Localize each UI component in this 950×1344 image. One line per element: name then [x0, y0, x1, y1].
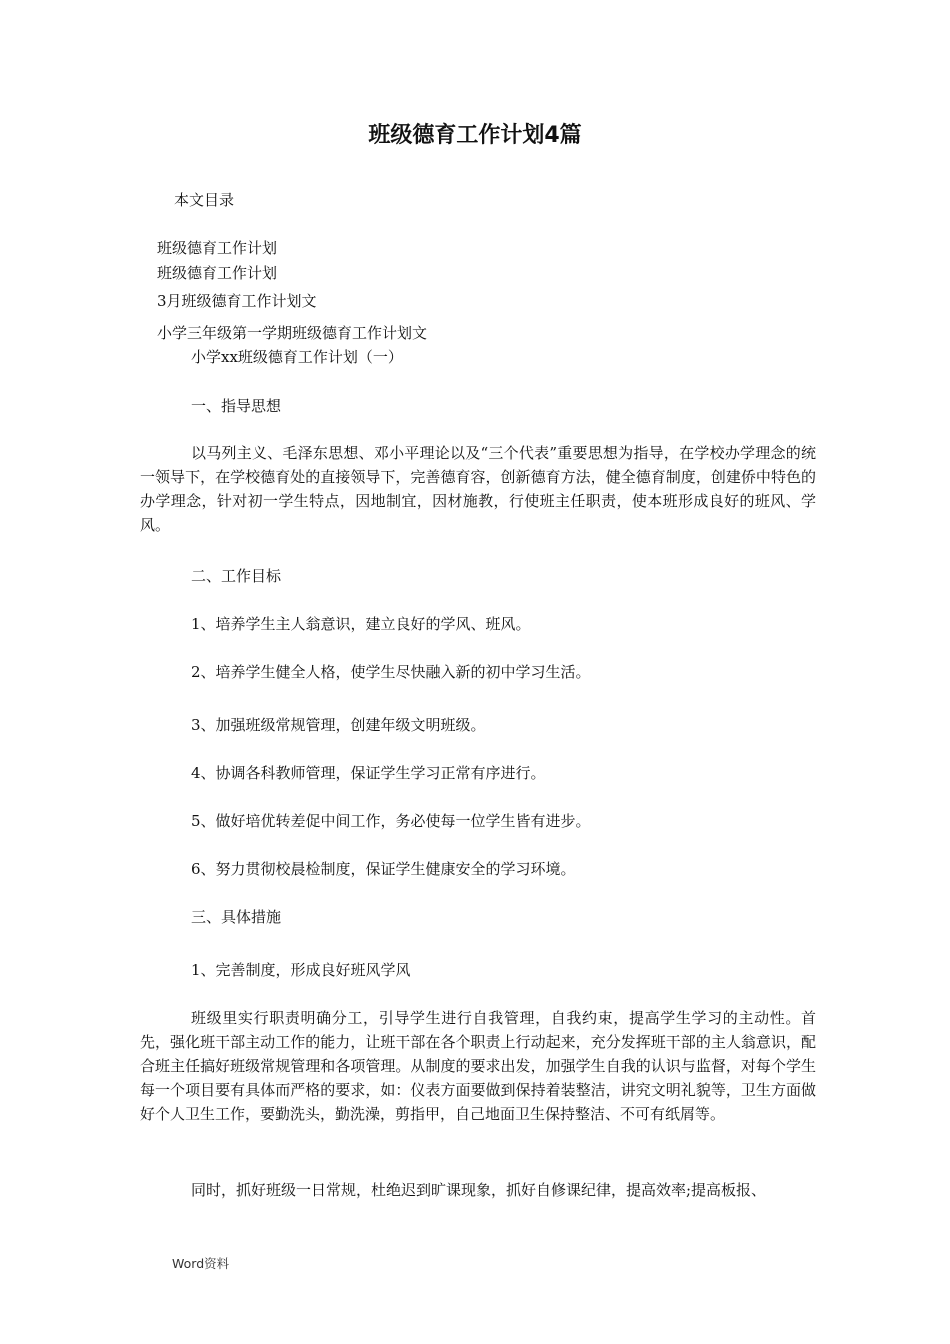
section-heading: 三、具体措施 — [191, 908, 282, 926]
section-heading: 二、工作目标 — [191, 567, 282, 585]
plan-title: 小学xx班级德育工作计划（一） — [191, 348, 403, 366]
goal-item: 5、做好培优转差促中间工作，务必使每一位学生皆有进步。 — [191, 812, 591, 830]
toc-item[interactable]: 班级德育工作计划 — [157, 239, 278, 257]
subsection-heading: 1、完善制度，形成良好班风学风 — [191, 961, 411, 979]
goal-item: 2、培养学生健全人格，使学生尽快融入新的初中学习生活。 — [191, 663, 591, 681]
section-heading: 一、指导思想 — [191, 397, 282, 415]
body-paragraph: 同时，抓好班级一日常规，杜绝迟到旷课现象，抓好自修课纪律，提高效率;提高板报、 — [191, 1181, 767, 1199]
toc-heading: 本文目录 — [174, 191, 235, 209]
toc-item[interactable]: 3月班级德育工作计划文 — [157, 292, 317, 310]
toc-item[interactable]: 班级德育工作计划 — [157, 264, 278, 282]
goal-item: 3、加强班级常规管理，创建年级文明班级。 — [191, 716, 486, 734]
document-title: 班级德育工作计划4篇 — [368, 123, 582, 148]
body-paragraph: 班级里实行职责明确分工，引导学生进行自我管理，自我约束，提高学生学习的主动性。首先，强化班干部主动工作的能力，让班干部在各个职责上行动起来，充分发挥班干部的主人翁意识，配合班主任搞好班级常规管理和各项管理。从制度的要求出发，加强学生自我的认识与监督，对每个学生每一个项目要有具体而严格的要求，如：仪表方面要做到保持着装整洁，讲究文明礼貌等，卫生方面做好个人卫生工作，要勤洗头，勤洗澡，剪指甲，自己地面卫生保持整洁、不可有纸屑等。 — [140, 1009, 816, 1123]
toc-item[interactable]: 小学三年级第一学期班级德育工作计划文 — [157, 324, 428, 342]
goal-item: 1、培养学生主人翁意识，建立良好的学风、班风。 — [191, 615, 531, 633]
footer-label: Word资料 — [172, 1256, 230, 1271]
goal-item: 6、努力贯彻校晨检制度，保证学生健康安全的学习环境。 — [191, 860, 576, 878]
body-paragraph: 以马列主义、毛泽东思想、邓小平理论以及“三个代表”重要思想为指导，在学校办学理念的统一领导下，在学校德育处的直接领导下，完善德育容，创新德育方法，健全德育制度，创建侨中特色的办学理念，针对初一学生特点，因地制宜，因材施教，行使班主任职责，使本班形成良好的班风、学风。 — [140, 444, 816, 534]
goal-item: 4、协调各科教师管理，保证学生学习正常有序进行。 — [191, 764, 546, 782]
